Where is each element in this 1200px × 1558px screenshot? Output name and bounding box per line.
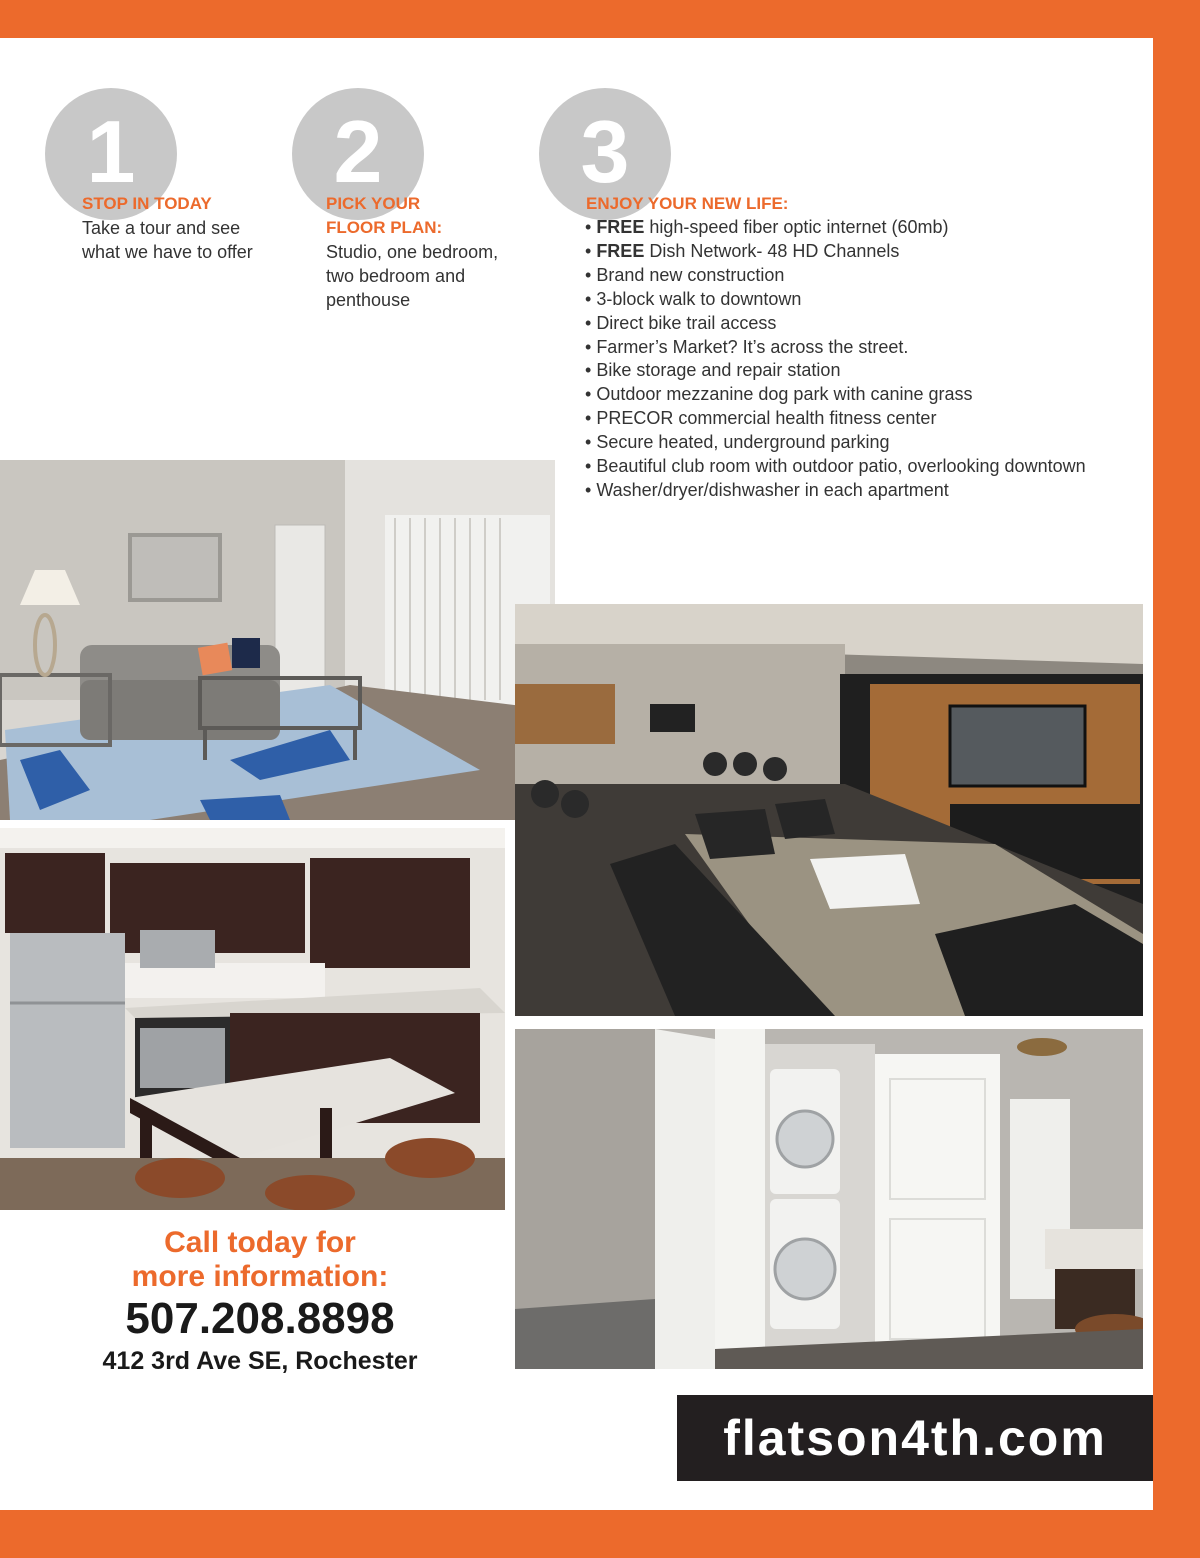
amenity-text: Outdoor mezzanine dog park with canine grass [596, 384, 973, 405]
step-1-heading: STOP IN TODAY [82, 194, 212, 213]
step-2-heading-line: FLOOR PLAN: [326, 218, 443, 237]
step-3-heading: ENJOY YOUR NEW LIFE: [586, 194, 789, 213]
bullet-icon: • [585, 336, 597, 357]
amenity-emphasis: FREE [596, 240, 645, 261]
cta-line-2: more information: [131, 1260, 389, 1293]
amenity-text: Secure heated, underground parking [596, 432, 890, 453]
amenity-item [585, 455, 1086, 479]
orange-frame-bottom [0, 1510, 1200, 1558]
amenity-emphasis: FREE [596, 217, 645, 237]
orange-frame-top [0, 0, 1200, 38]
amenity-text: Brand new construction [596, 264, 785, 285]
cta-line-1: Call today for [164, 1226, 356, 1259]
step-2-heading-line: PICK YOUR [326, 194, 421, 213]
amenity-text: Farmer’s Market? It’s across the street. [596, 336, 909, 357]
step-1-body-line: what we have to offer [82, 242, 253, 262]
amenity-text: Beautiful club room with outdoor patio, overlooking downtown [596, 456, 1086, 477]
bullet-icon: • [585, 240, 597, 261]
step-2-body [326, 240, 498, 312]
amenity-text: high-speed fiber optic internet (60mb) [644, 217, 949, 237]
step-2-number: 2 [333, 102, 383, 201]
bullet-icon: • [585, 408, 597, 429]
phone-number[interactable]: 507.208.8898 [125, 1294, 395, 1343]
living-room-photo [0, 460, 555, 820]
amenity-item [585, 383, 1086, 407]
amenity-item [585, 264, 1086, 288]
website-banner[interactable] [677, 1395, 1153, 1481]
bullet-icon: • [585, 217, 597, 237]
laundry-closet-photo [515, 1029, 1143, 1369]
amenity-item [585, 312, 1086, 336]
website-url[interactable]: flatson4th.com [723, 1410, 1107, 1466]
amenity-text: Direct bike trail access [596, 312, 777, 333]
bullet-icon: • [585, 360, 597, 381]
amenity-item [585, 359, 1086, 383]
amenity-item [585, 407, 1086, 431]
address: 412 3rd Ave SE, Rochester [102, 1347, 418, 1375]
bullet-icon: • [585, 479, 597, 500]
club-room-photo [515, 604, 1143, 1016]
amenity-item [585, 336, 1086, 360]
amenity-text: PRECOR commercial health fitness center [596, 408, 937, 429]
bullet-icon: • [585, 384, 597, 405]
step-2-body-line: penthouse [326, 290, 411, 310]
amenity-text: Bike storage and repair station [596, 360, 841, 381]
call-to-action [60, 1226, 460, 1294]
orange-frame-right [1153, 0, 1200, 1558]
step-2-body-line: two bedroom and [326, 266, 466, 286]
amenity-item [585, 240, 1086, 264]
amenity-item [585, 479, 1086, 503]
amenity-item [585, 216, 1086, 240]
amenity-text: Dish Network- 48 HD Channels [644, 240, 900, 261]
bullet-icon: • [585, 288, 597, 309]
step-1-body [82, 216, 253, 264]
step-1-number: 1 [86, 102, 136, 201]
bullet-icon: • [585, 312, 597, 333]
step-1-body-line: Take a tour and see [82, 218, 241, 238]
amenity-text: 3-block walk to downtown [596, 288, 802, 309]
kitchen-photo [0, 828, 505, 1210]
step-2-body-line: Studio, one bedroom, [326, 242, 499, 262]
bullet-icon: • [585, 264, 597, 285]
step-3-number: 3 [580, 102, 630, 201]
amenity-item [585, 431, 1086, 455]
amenities-list [585, 216, 1086, 503]
bullet-icon: • [585, 432, 597, 453]
amenity-item [585, 288, 1086, 312]
amenity-text: Washer/dryer/dishwasher in each apartment [596, 479, 949, 500]
step-2-heading [326, 192, 442, 240]
bullet-icon: • [585, 456, 597, 477]
